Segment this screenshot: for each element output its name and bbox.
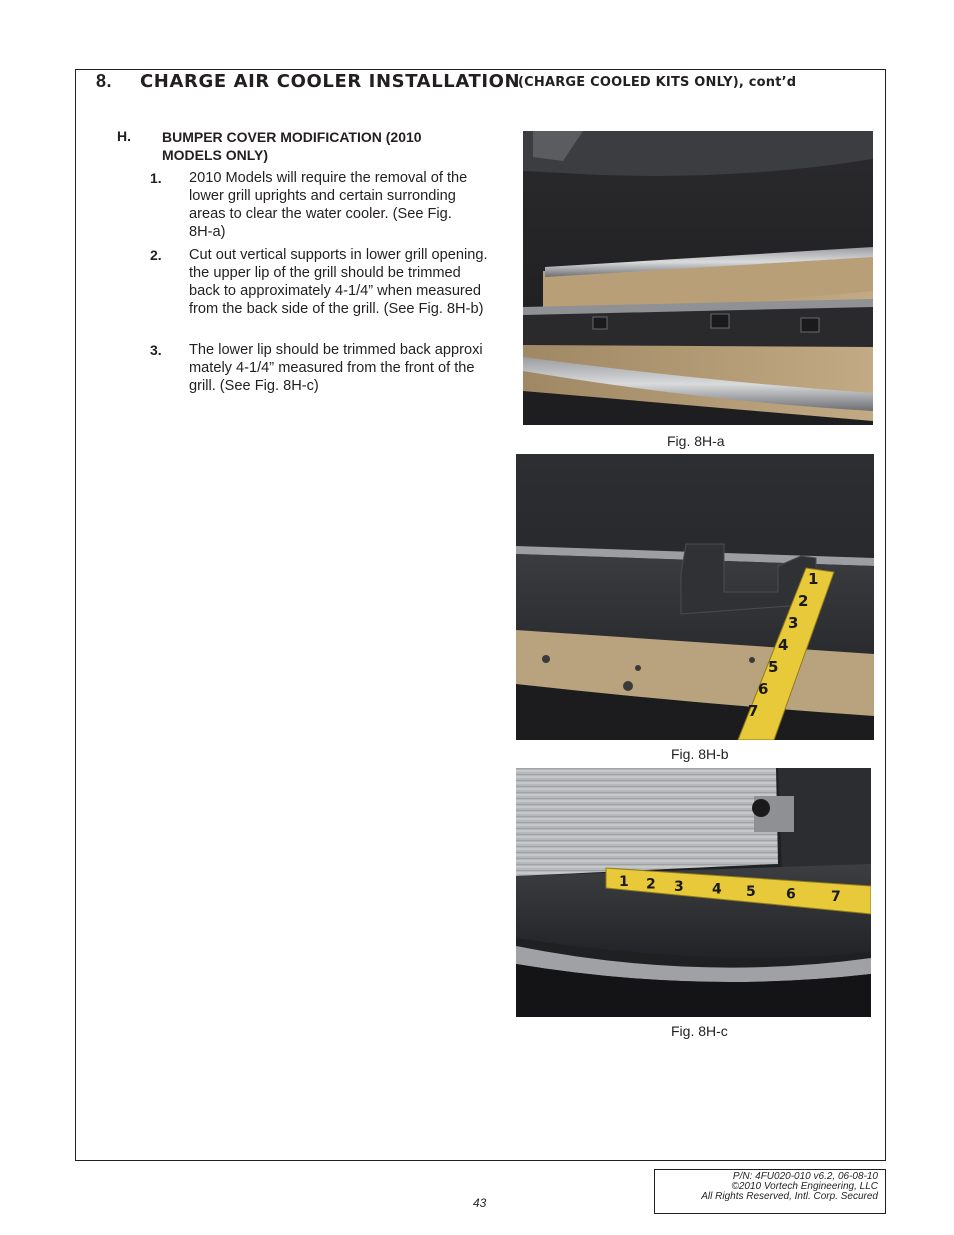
subsection-title: BUMPER COVER MODIFICATION (2010 MODELS ONLY): [162, 129, 422, 163]
step-text: [189, 246, 514, 318]
figure-8h-b-photo: [516, 454, 874, 740]
figure-caption: Fig. 8H-c: [671, 1023, 728, 1039]
tape-digit: 4: [778, 636, 789, 654]
tape-digit: 6: [758, 680, 769, 698]
step-line: 2010 Models will require the removal of the: [189, 170, 468, 186]
figure-caption: Fig. 8H-b: [671, 746, 729, 762]
tape-digit: 3: [788, 614, 799, 632]
step-line: grill. (See Fig. 8H-c): [189, 378, 319, 394]
step-line: lower grill uprights and certain surronding: [189, 188, 456, 204]
footer-copyright: ©2010 Vortech Engineering, LLC: [731, 1181, 878, 1192]
tape-digit: 5: [768, 658, 779, 676]
step-number: 2.: [150, 247, 162, 263]
figure-8h-a-photo: [523, 131, 873, 425]
tape-digit: 7: [748, 702, 759, 720]
figure-8h-c-photo: [516, 768, 871, 1017]
tape-digit: 5: [746, 884, 756, 900]
section-title: CHARGE AIR COOLER INSTALLATION: [140, 71, 521, 92]
tape-digit: 1: [808, 570, 819, 588]
step-line: 8H-a): [189, 224, 226, 240]
tape-digit: 2: [798, 592, 809, 610]
tape-digit: 4: [712, 881, 722, 898]
tape-digit: 2: [646, 876, 656, 893]
step-text: [189, 169, 514, 241]
footer-part-number: P/N: 4FU020-010 v6.2, 06-08-10: [732, 1171, 878, 1182]
footer-rights: All Rights Reserved, Intl. Corp. Secured: [701, 1191, 878, 1202]
subsection-letter: H.: [117, 128, 131, 144]
step-number: 3.: [150, 342, 162, 358]
step-line: areas to clear the water cooler. (See Fig.: [189, 206, 452, 222]
step-number: 1.: [150, 170, 162, 186]
tape-digit: 7: [831, 889, 841, 905]
step-line: mately 4-1/4” measured from the front of the: [189, 360, 475, 376]
step-line: back to approximately 4-1/4” when measured: [189, 283, 482, 299]
step-line: the upper lip of the grill should be trimmed: [189, 265, 461, 281]
section-subtitle: (CHARGE COOLED KITS ONLY), cont’d: [518, 75, 797, 90]
page-number: 43: [473, 1196, 487, 1210]
section-number: 8.: [96, 71, 113, 91]
step-line: Cut out vertical supports in lower grill opening.: [189, 247, 488, 263]
figure-caption: Fig. 8H-a: [667, 433, 725, 449]
step-line: from the back side of the grill. (See Fig. 8H-b): [189, 301, 484, 317]
tape-digit: 6: [786, 886, 796, 903]
tape-digit: 3: [674, 879, 684, 895]
tape-digit: 1: [619, 874, 629, 890]
step-text: [189, 341, 514, 395]
step-line: The lower lip should be trimmed back approxi: [189, 342, 483, 358]
